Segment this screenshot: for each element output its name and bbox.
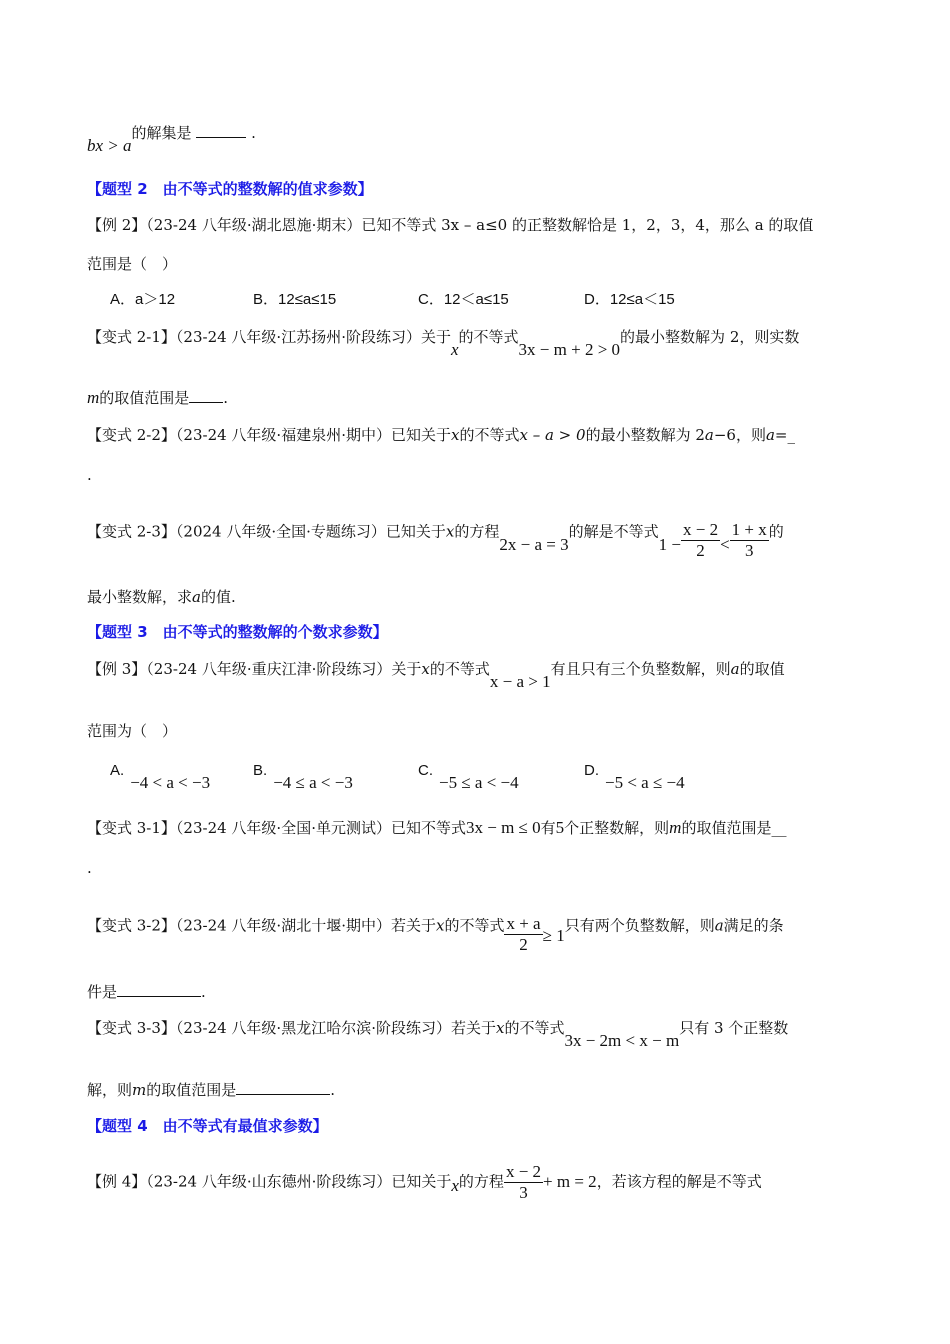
text: 的不等式 xyxy=(429,660,490,678)
text: 【变式 2-1】（23-24 八年级·江苏扬州·阶段练习）关于 xyxy=(87,328,451,346)
text: 的值. xyxy=(200,588,236,606)
variant-3-1-line1 xyxy=(87,818,786,838)
numerator: x + a xyxy=(506,914,541,933)
variant-3-3-line1 xyxy=(87,1018,789,1050)
text: 的解是不等式 xyxy=(568,522,659,541)
math-expr: 3x − 2m < x − m xyxy=(564,1031,680,1050)
example-3-line2: 范围为（ ） xyxy=(87,722,178,740)
option-c-label: C. xyxy=(418,762,433,779)
math-var: a xyxy=(704,426,714,444)
text: 的方程 xyxy=(454,522,500,541)
math-expr: 2x − a = 3 xyxy=(499,534,569,554)
text: 的不等式 xyxy=(459,426,520,444)
answer-blank xyxy=(117,982,201,997)
option-d: D．12≤a＜15 xyxy=(584,291,675,308)
math-var: x xyxy=(435,916,445,935)
math-var: a xyxy=(192,588,201,606)
text: 的取值范围是__ xyxy=(681,819,787,837)
text: 【变式 3-2】（23-24 八年级·湖北十堰·期中）若关于 xyxy=(87,916,436,935)
variant-3-1-line2: . xyxy=(87,859,92,877)
text: 有 xyxy=(540,819,556,837)
example-4-line1 xyxy=(87,1162,762,1203)
option-a-label: A. xyxy=(110,762,125,779)
example-3-line1 xyxy=(87,659,785,691)
variant-3-2-line1 xyxy=(87,906,784,954)
text: 的取值 xyxy=(739,660,785,678)
text: 的解集是 xyxy=(131,124,192,142)
math-number: 5 xyxy=(555,818,565,837)
text: −6，则 xyxy=(713,426,766,444)
variant-2-3-line2 xyxy=(87,587,236,607)
text: 【变式 3-3】（23-24 八年级·黑龙江哈尔滨·阶段练习）若关于 xyxy=(87,1019,496,1037)
text: 的不等式 xyxy=(458,328,519,346)
text: 只有 3 个正整数 xyxy=(679,1019,789,1037)
option-a: A．a＞12 xyxy=(110,291,176,308)
text: 满足的条 xyxy=(723,916,784,935)
math-var: m xyxy=(132,1081,147,1099)
variant-3-2-line2 xyxy=(87,982,206,1002)
denominator: 2 xyxy=(696,541,705,560)
math-var: a xyxy=(714,916,724,935)
math-expr: < xyxy=(720,534,730,554)
math-var: x xyxy=(450,426,460,444)
text: 解，则 xyxy=(87,1081,133,1099)
variant-3-3-line2 xyxy=(87,1080,335,1100)
fraction xyxy=(681,520,720,561)
text: 有且只有三个负整数解，则 xyxy=(550,660,731,678)
text: . xyxy=(251,124,256,142)
option-c: C．12＜a≤15 xyxy=(418,291,509,308)
section-heading-4: 【题型 4 由不等式有最值求参数】 xyxy=(87,1117,328,1135)
example-3-options xyxy=(110,760,810,794)
example-2-options xyxy=(110,290,810,310)
numerator: 1 + x xyxy=(731,520,767,539)
text: 【例 3】（23-24 八年级·重庆江津·阶段练习）关于 xyxy=(87,660,422,678)
math-var: x xyxy=(495,1019,505,1037)
denominator: 2 xyxy=(519,935,528,954)
text: 【变式 2-2】（23-24 八年级·福建泉州·期中）已知关于 xyxy=(87,426,451,444)
text: =_ xyxy=(774,426,795,444)
math-var: x xyxy=(421,660,430,678)
text: 的不等式 xyxy=(504,1019,565,1037)
math-var: a xyxy=(730,660,740,678)
option-d-math: −5 < a ≤ −4 xyxy=(605,773,685,792)
fraction xyxy=(504,914,542,955)
text: 【例 4】（23-24 八年级·山东德州·阶段练习）已知关于 xyxy=(87,1172,452,1191)
fraction xyxy=(730,520,769,561)
option-d-label: D. xyxy=(584,762,599,779)
math-var: x xyxy=(445,522,455,541)
text: ，若该方程的解是不等式 xyxy=(596,1172,762,1191)
text: . xyxy=(223,389,229,407)
example-2-line2: 范围是（ ） xyxy=(87,255,178,273)
answer-blank xyxy=(189,388,223,403)
math-var: a xyxy=(765,426,775,444)
text: 【变式 2-3】（2024 八年级·全国·专题练习）已知关于 xyxy=(87,522,446,541)
text: 的最小整数解为 2，则实数 xyxy=(620,328,800,346)
math-var: m xyxy=(669,818,682,837)
math-expr: 1 − xyxy=(658,534,681,554)
text: 只有两个负整数解，则 xyxy=(564,916,715,935)
denominator: 3 xyxy=(744,541,754,560)
math-expr: x − a > 1 xyxy=(489,672,551,691)
math-var: x xyxy=(450,340,459,359)
math-expr: 3x − m ≤ 0 xyxy=(465,818,541,837)
answer-blank xyxy=(196,123,246,138)
section-heading-3: 【题型 3 由不等式的整数解的个数求参数】 xyxy=(87,623,388,641)
section-heading-2: 【题型 2 由不等式的整数解的值求参数】 xyxy=(87,180,373,198)
text: 的 xyxy=(768,522,784,541)
option-b-label: B. xyxy=(253,762,268,779)
text: 最小整数解，求 xyxy=(87,588,193,606)
text: 的方程 xyxy=(458,1172,504,1191)
example-2-line1: 【例 2】（23-24 八年级·湖北恩施·期末）已知不等式 3x – a≤0 的正整数解恰是 1，2，3，4，那么 a 的取值 xyxy=(87,216,814,234)
variant-2-1-line1 xyxy=(87,327,800,359)
math-expr: 3x − m + 2 > 0 xyxy=(518,340,621,359)
option-a-math: −4 < a < −3 xyxy=(130,773,211,792)
option-b: B．12≤a≤15 xyxy=(253,291,337,308)
answer-blank xyxy=(236,1080,330,1095)
text: 的取值范围是 xyxy=(99,389,190,407)
text: . xyxy=(201,983,206,1001)
math-var: m xyxy=(87,388,100,407)
text: 【变式 3-1】（23-24 八年级·全国·单元测试）已知不等式 xyxy=(87,819,466,837)
prev-question-tail xyxy=(87,123,256,155)
text: 件是 xyxy=(87,983,118,1001)
variant-2-2-line2: . xyxy=(87,466,92,484)
denominator: 3 xyxy=(519,1183,528,1202)
text: 的最小整数解为 2 xyxy=(585,426,705,444)
text: 的不等式 xyxy=(444,916,505,935)
numerator: x − 2 xyxy=(505,1162,542,1181)
math-expr: bx > a xyxy=(87,136,132,155)
option-c-math: −5 ≤ a < −4 xyxy=(439,773,519,792)
numerator: x − 2 xyxy=(682,520,719,539)
variant-2-2-line1 xyxy=(87,425,795,445)
math-expr: + m = 2 xyxy=(543,1171,597,1191)
text: 的取值范围是 xyxy=(146,1081,237,1099)
math-expr: x – a > 0 xyxy=(519,426,586,444)
variant-2-1-line2 xyxy=(87,388,228,408)
math-expr: ≥ 1 xyxy=(542,925,565,945)
fraction xyxy=(504,1162,543,1203)
option-b-math: −4 ≤ a < −3 xyxy=(273,773,353,792)
text: . xyxy=(330,1081,336,1099)
variant-2-3-line1 xyxy=(87,512,784,560)
text: 个正整数解，则 xyxy=(564,819,670,837)
math-var: x xyxy=(451,1175,459,1195)
